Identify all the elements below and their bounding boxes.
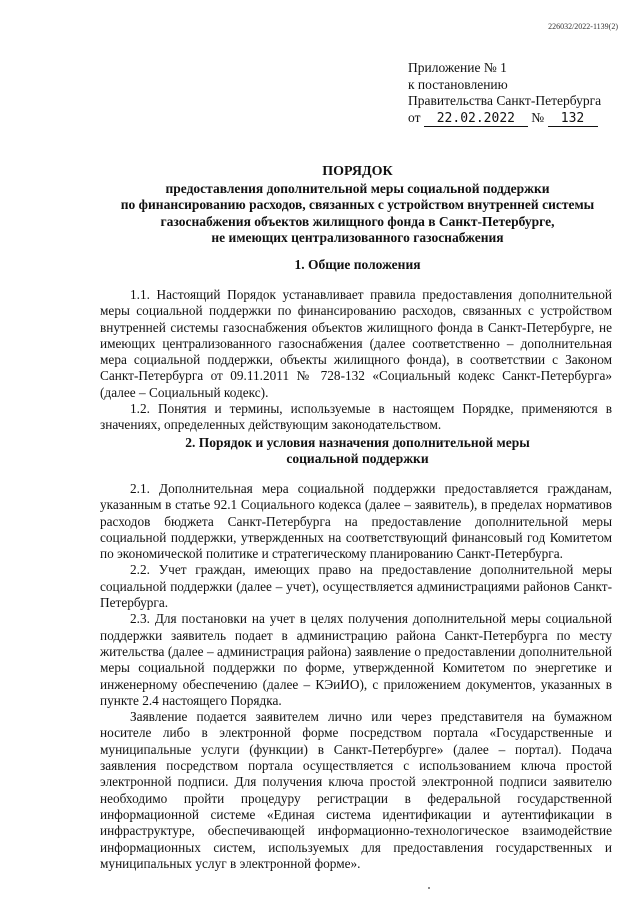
- date-prefix: от: [408, 109, 421, 125]
- document-registration-number: 226032/2022-1139(2): [548, 22, 618, 31]
- section-2-heading: [100, 435, 615, 467]
- appendix-block: [408, 60, 618, 127]
- title-line-4: не имеющих централизованного газоснабжения: [211, 229, 504, 245]
- title-line-2: по финансированию расходов, связанных с устройством внутренней системы: [120, 197, 595, 213]
- title-line-3: газоснабжения объектов жилищного фонда в Санкт-Петербурге,: [160, 213, 555, 229]
- paragraph-1-2: 1.2. Понятия и термины, используемые в настоящем Порядке, применяются в значениях, определенных действующим законодательством.: [100, 401, 612, 433]
- paragraph-2-3-submission: Заявление подается заявителем лично или через представителя на бумажном носителе либо в электронной форме посредством портала «Государственные и муниципальные услуги (функции) в Санкт-Петербурге» (далее – портал). Подача заявления посредством портала осуществляется с использованием ключа простой электронной подписи. Для получения ключа простой электронной подписи заявителю необходимо пройти процедуру регистрации в федеральной государственной информационной системе «Единая система идентификации и аутентификации в инфраструктуре, обеспечивающей информационно-технологическое взаимодействие информационных систем, используемых для предоставления государственных и муниципальных услуг в электронной форме».: [100, 709, 612, 871]
- resolution-number: 132: [548, 112, 598, 127]
- section-1-heading: 1. Общие положения: [294, 257, 421, 272]
- scan-artifact-dot: [428, 887, 430, 889]
- title-line-1: предоставления дополнительной меры социальной поддержки: [165, 181, 550, 197]
- title-heading: ПОРЯДОК: [322, 164, 393, 179]
- paragraph-2-2: 2.2. Учет граждан, имеющих право на предоставление дополнительной меры социальной поддержки (далее – учет), осуществляется администрациями районов Санкт-Петербурга.: [100, 562, 612, 611]
- number-prefix: №: [531, 109, 545, 125]
- appendix-date-line: [408, 110, 618, 127]
- section-2-heading-line-2: социальной поддержки: [286, 451, 429, 467]
- appendix-line-2: к постановлению: [408, 76, 508, 92]
- paragraph-1-1: 1.1. Настоящий Порядок устанавливает правила предоставления дополнительной меры социальной поддержки по финансированию расходов, связанных с устройством внутренней системы газоснабжения объектов жилищного фонда в Санкт-Петербурге, не имеющих централизованного газоснабжения (далее соответственно – дополнительная мера социальной поддержки, объекты жилищного фонда), в соответствии с Законом Санкт-Петербурга от 09.11.2011 № 728-132 «Социальный кодекс Санкт-Петербурга» (далее – Социальный кодекс).: [100, 287, 612, 400]
- resolution-date: 22.02.2022: [424, 112, 528, 127]
- section-2-heading-line-1: 2. Порядок и условия назначения дополнительной меры: [185, 435, 530, 450]
- section-1-body: [100, 287, 612, 434]
- appendix-line-1: Приложение № 1: [408, 60, 507, 75]
- paragraph-2-1: 2.1. Дополнительная мера социальной поддержки предоставляется гражданам, указанным в статье 92.1 Социального кодекса (далее – заявитель), в пределах нормативов расходов бюджета Санкт-Петербурга на предоставление дополнительной меры социальной поддержки, утвержденных на соответствующий финансовый год Комитетом по экономической политике и стратегическому планированию Санкт-Петербурга.: [100, 481, 612, 562]
- section-2-body: [100, 481, 612, 872]
- paragraph-2-3: 2.3. Для постановки на учет в целях получения дополнительной меры социальной поддержки заявитель подает в администрацию района Санкт-Петербурга по месту жительства (далее – администрация района) заявление о предоставлении дополнительной меры социальной поддержки по форме, утвержденной Комитетом по энергетике и инженерному обеспечению (далее – КЭиИО), с приложением документов, указанных в пункте 2.4 настоящего Порядка.: [100, 611, 612, 708]
- document-title: [100, 164, 615, 246]
- appendix-line-3: Правительства Санкт-Петербурга: [408, 93, 602, 108]
